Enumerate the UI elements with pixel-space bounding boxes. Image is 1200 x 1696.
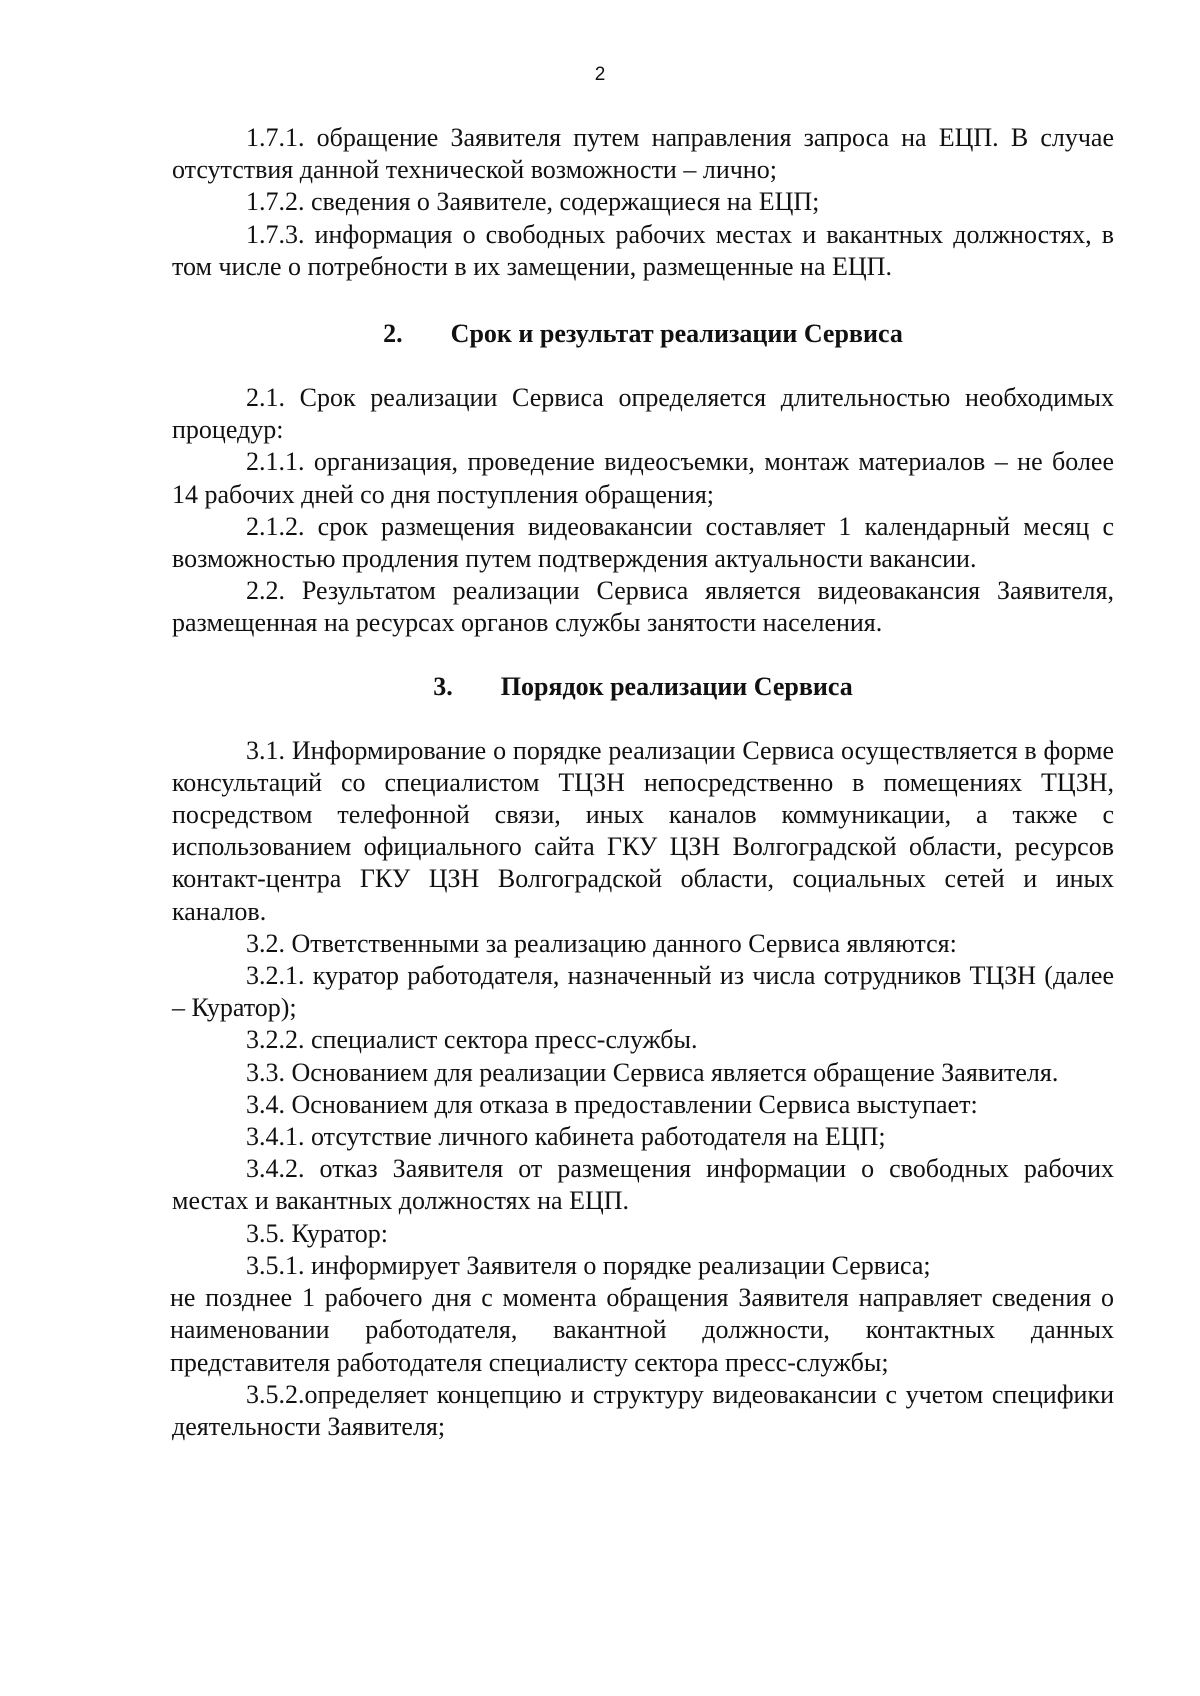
paragraph-3-2-2: 3.2.2. специалист сектора пресс-службы. — [246, 1025, 698, 1055]
paragraph-3-5-1-continuation: не позднее 1 рабочего дня с момента обращения Заявителя направляет сведения о наименовании работодателя, вакантной должности, контактных данных представителя работодателя специалисту сектора пресс-службы; — [170, 1283, 1114, 1377]
paragraph-3-5-2: 3.5.2.определяет концепцию и структуру видеовакансии с учетом специфики деятельности Заявителя; — [172, 1379, 1114, 1441]
paragraph-2-1-1: 2.1.1. организация, проведение видеосъемки, монтаж материалов – не более 14 рабочих дней со дня поступления обращения; — [172, 447, 1114, 509]
paragraph-3-2: 3.2. Ответственными за реализацию данного Сервиса являются: — [246, 928, 957, 958]
section-2-title: Срок и результат реализации Сервиса — [450, 319, 903, 349]
paragraph-3-2-1: 3.2.1. куратор работодателя, назначенный из числа сотрудников ТЦЗН (далее – Куратор); — [172, 961, 1114, 1023]
section-2-number: 2. — [383, 319, 403, 349]
paragraph-3-4-1: 3.4.1. отсутствие личного кабинета работодателя на ЕЦП; — [246, 1122, 886, 1152]
document-body — [172, 122, 1114, 1443]
paragraph-2-1-2: 2.1.2. срок размещения видеовакансии составляет 1 календарный месяц с возможностью продления путем подтверждения актуальности вакансии. — [172, 511, 1114, 574]
section-2-heading — [172, 318, 1114, 350]
paragraph-3-1: 3.1. Информирование о порядке реализации Сервиса осуществляется в форме консультаций со специалистом ТЦЗН непосредственно в помещениях ТЦЗН, посредством телефонной связи, иных каналов коммуникации, а также с использованием официального сайта ГКУ ЦЗН Волгоградской области, ресурсов контакт-центра ГКУ ЦЗН Волгоградской области, социальных сетей и иных каналов. — [172, 735, 1114, 926]
paragraph-1-7-3: 1.7.3. информация о свободных рабочих местах и вакантных должностях, в том числе о потребности в их замещении, размещенные на ЕЦП. — [172, 219, 1114, 281]
paragraph-2-2: 2.2. Результатом реализации Сервиса является видеовакансия Заявителя, размещенная на ресурсах органов службы занятости населения. — [172, 576, 1114, 638]
section-3-heading — [172, 671, 1114, 703]
section-3-title: Порядок реализации Сервиса — [500, 671, 853, 701]
paragraph-1-7-1: 1.7.1. обращение Заявителя путем направления запроса на ЕЦП. В случае отсутствия данной технической возможности – лично; — [172, 123, 1114, 185]
paragraph-3-5-1: 3.5.1. информирует Заявителя о порядке реализации Сервиса; — [246, 1250, 931, 1280]
paragraph-3-5: 3.5. Куратор: — [246, 1218, 388, 1248]
paragraph-3-4: 3.4. Основанием для отказа в предоставлении Сервиса выступает: — [246, 1089, 978, 1119]
paragraph-3-4-2: 3.4.2. отказ Заявителя от размещения информации о свободных рабочих местах и вакантных должностях на ЕЦП. — [172, 1154, 1114, 1216]
page-number: 2 — [594, 64, 606, 85]
section-3-number: 3. — [433, 671, 453, 701]
paragraph-2-1: 2.1. Срок реализации Сервиса определяется длительностью необходимых процедур: — [172, 383, 1114, 445]
paragraph-3-3: 3.3. Основанием для реализации Сервиса является обращение Заявителя. — [246, 1057, 1059, 1087]
paragraph-1-7-2: 1.7.2. сведения о Заявителе, содержащиеся на ЕЦП; — [246, 187, 820, 217]
